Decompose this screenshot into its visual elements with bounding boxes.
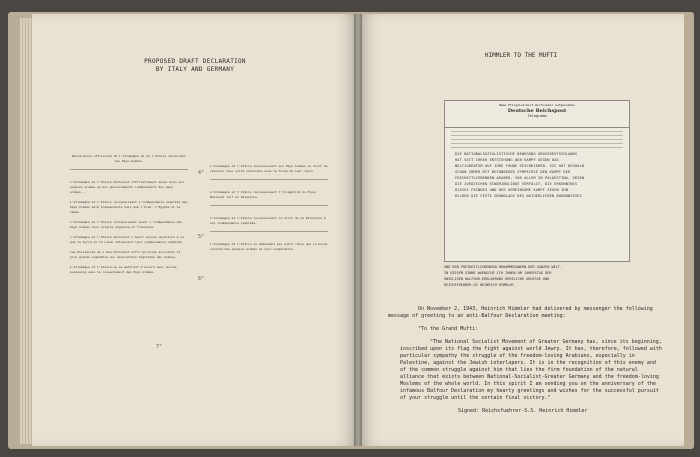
telegram-brand: Deutsche Reichspost — [507, 108, 567, 114]
paragraph-mark: 6° — [198, 276, 205, 282]
paragraph: L'Allemagne et l'Italie ne se mettront d'accord avec aucune puissance sans le consentement des Pays Arabes. — [70, 265, 177, 274]
translation-text — [388, 306, 662, 421]
right-page-title: HIMMLER TO THE MUFTI — [484, 52, 558, 59]
telegram-continuation — [444, 264, 628, 288]
paragraph: L'Allemagne et l'Italie ne demandent pas autre chose que la bonne volonté des peuples arabes et leur coopération. — [210, 242, 328, 251]
paragraph: L'Allemagne et l'Italie reconnaissent aussi l'indépendance des Pays Arabes sous tutelle anglaise et française. — [70, 220, 182, 229]
telegram-line: BILDEN DIE FESTE GRUNDLAGE DES NATUERLICHEN BUENDNISSES — [455, 194, 582, 198]
telegram-line: DIE NATIONALSOZIALISTISCHE BEWEGUNG GROSSDEUTSCHLANDS — [455, 152, 578, 156]
telegram-line: WELTJUDENTUM AUF IHRE FAHNE GESCHRIEBEN. SIE HAT DESHALB — [455, 164, 585, 168]
telegram-line: IN DIESEM SINNE WUENSCHE ICH IHNEN AM JAHRESTAG DER — [444, 271, 552, 275]
telegram-line: HAT SEIT IHRER ENTSTEHUNG DEN KAMPF GEGEN DAS — [455, 158, 559, 162]
telegram-subtitle: Telegramm — [527, 114, 547, 118]
telegram-line: UNSELIGEN BALFOUR-ERKLAERUNG HERZLICHE GRUESSE UND — [444, 277, 550, 281]
telegram-line: DIESES FEINDES UND DER GEMEINSAME KAMPF GEGEN IHN — [455, 188, 569, 192]
message-body: "The National Socialist Movement of Greater Germany has, since its beginning, inscribed upon its flag the fight against world Jewry. It has, therefore, followed with particular sympathy the struggle of the freedom-loving Arabians, especially in Palestine, against the Jewish interlopers. It is in the recognition of this enemy and of the common struggle against him that lies the firm foundation of the natural alliance that exists between National-Socialist-Greater Germany and the freedom-loving Moslems of the whole world. In this spirit I am sending you on the anniversary of the infamous Balfour Declaration my hearty greetings and wishes for the successful pursuit of your struggle until the certain final victory." — [400, 339, 662, 401]
telegram-facsimile — [444, 100, 630, 262]
paragraph-mark: 7° — [156, 344, 163, 350]
paragraph: L'Allemagne et l'Italie reconnaissent l'illégalité du Foyer National Juif en Palestine. — [210, 190, 317, 199]
telegram-routing-lines — [451, 131, 623, 149]
telegram-line: DIE JUEDISCHEN EINDRINGLINGE VERFOLGT. DIE ERKENNTNIS — [455, 182, 578, 186]
paragraph-mark: 5° — [198, 234, 205, 240]
paragraph: L'Allemagne et l'Italie reconnaissent aux Pays Arabes le droit de réaliser leur unité nationale sous la forme de leur choix. — [210, 164, 328, 173]
open-book — [8, 8, 692, 449]
salutation: "To the Grand Mufti: — [418, 326, 479, 332]
telegram-line: REICHSFUEHRER-SS HEINRICH HIMMLER — [444, 283, 514, 287]
column-heading: Déclaration officielle de l'Allemagne et de l'Italie concernant les Pays Arabes. — [72, 154, 186, 163]
telegram-body — [455, 151, 619, 199]
paragraph-mark: 4° — [198, 170, 205, 176]
right-page — [358, 14, 684, 446]
paragraph: L'Allemagne et l'Italie déclarent n'avoir aucune objection à ce que la Syrie et le Liban obtiennent leur indépendance complète. — [70, 235, 184, 244]
telegram-line: FREIHEITLIEBENDEN ARABER, VOR ALLEM IN PALAESTINA, GEGEN — [455, 176, 585, 180]
paragraph: L'Allemagne et l'Italie déclarent officiellement aussi bien aux peuples arabes qu'aux gouvernements indépendants des pays arabes... — [70, 180, 184, 194]
paragraph: L'Allemagne et l'Italie reconnaissent le droit de la Palestine à son indépendance complète. — [210, 216, 326, 225]
signature-line: Signed: Reichsfuehrer-S.S. Heinrich Himmler — [458, 408, 588, 414]
title-line-1: PROPOSED DRAFT DECLARATION — [144, 58, 246, 65]
paragraph: L'Allemagne et l'Italie reconnaissent l'indépendance complète des Pays Arabes déjà indépendants tels que l'Irak, l'Egypte et le Yémen. — [70, 200, 188, 214]
telegram-small-header: Name Pfingstvermerk Wortnummer aufgenommen — [499, 103, 575, 107]
left-page-title — [32, 58, 358, 74]
title-line-2: BY ITALY AND GERMANY — [155, 66, 235, 73]
telegram-line: SCHON IMMER MIT BESONDERER SYMPATHIE DEN KAMPF DER — [455, 170, 571, 174]
left-page — [32, 14, 358, 446]
telegram-line: UND DEN FREIHEITLIEBENDEN MOHAMMEDANERN DER GANZEN WELT. — [444, 265, 563, 269]
book-gutter — [354, 14, 362, 446]
declaration-column-2 — [210, 164, 328, 257]
paragraph: Les Puissances de l'Axe déclarent enfin qu'elles accordent la plus grande sympathie aux aspirations légitimes des Arabes. — [70, 250, 181, 259]
intro-paragraph: On November 2, 1943, Heinrich Himmler had delivered by messenger the following message of greeting to an anti-Balfour Declaration meeting: — [388, 306, 653, 319]
telegram-header — [445, 101, 629, 128]
declaration-column-1 — [70, 154, 188, 280]
